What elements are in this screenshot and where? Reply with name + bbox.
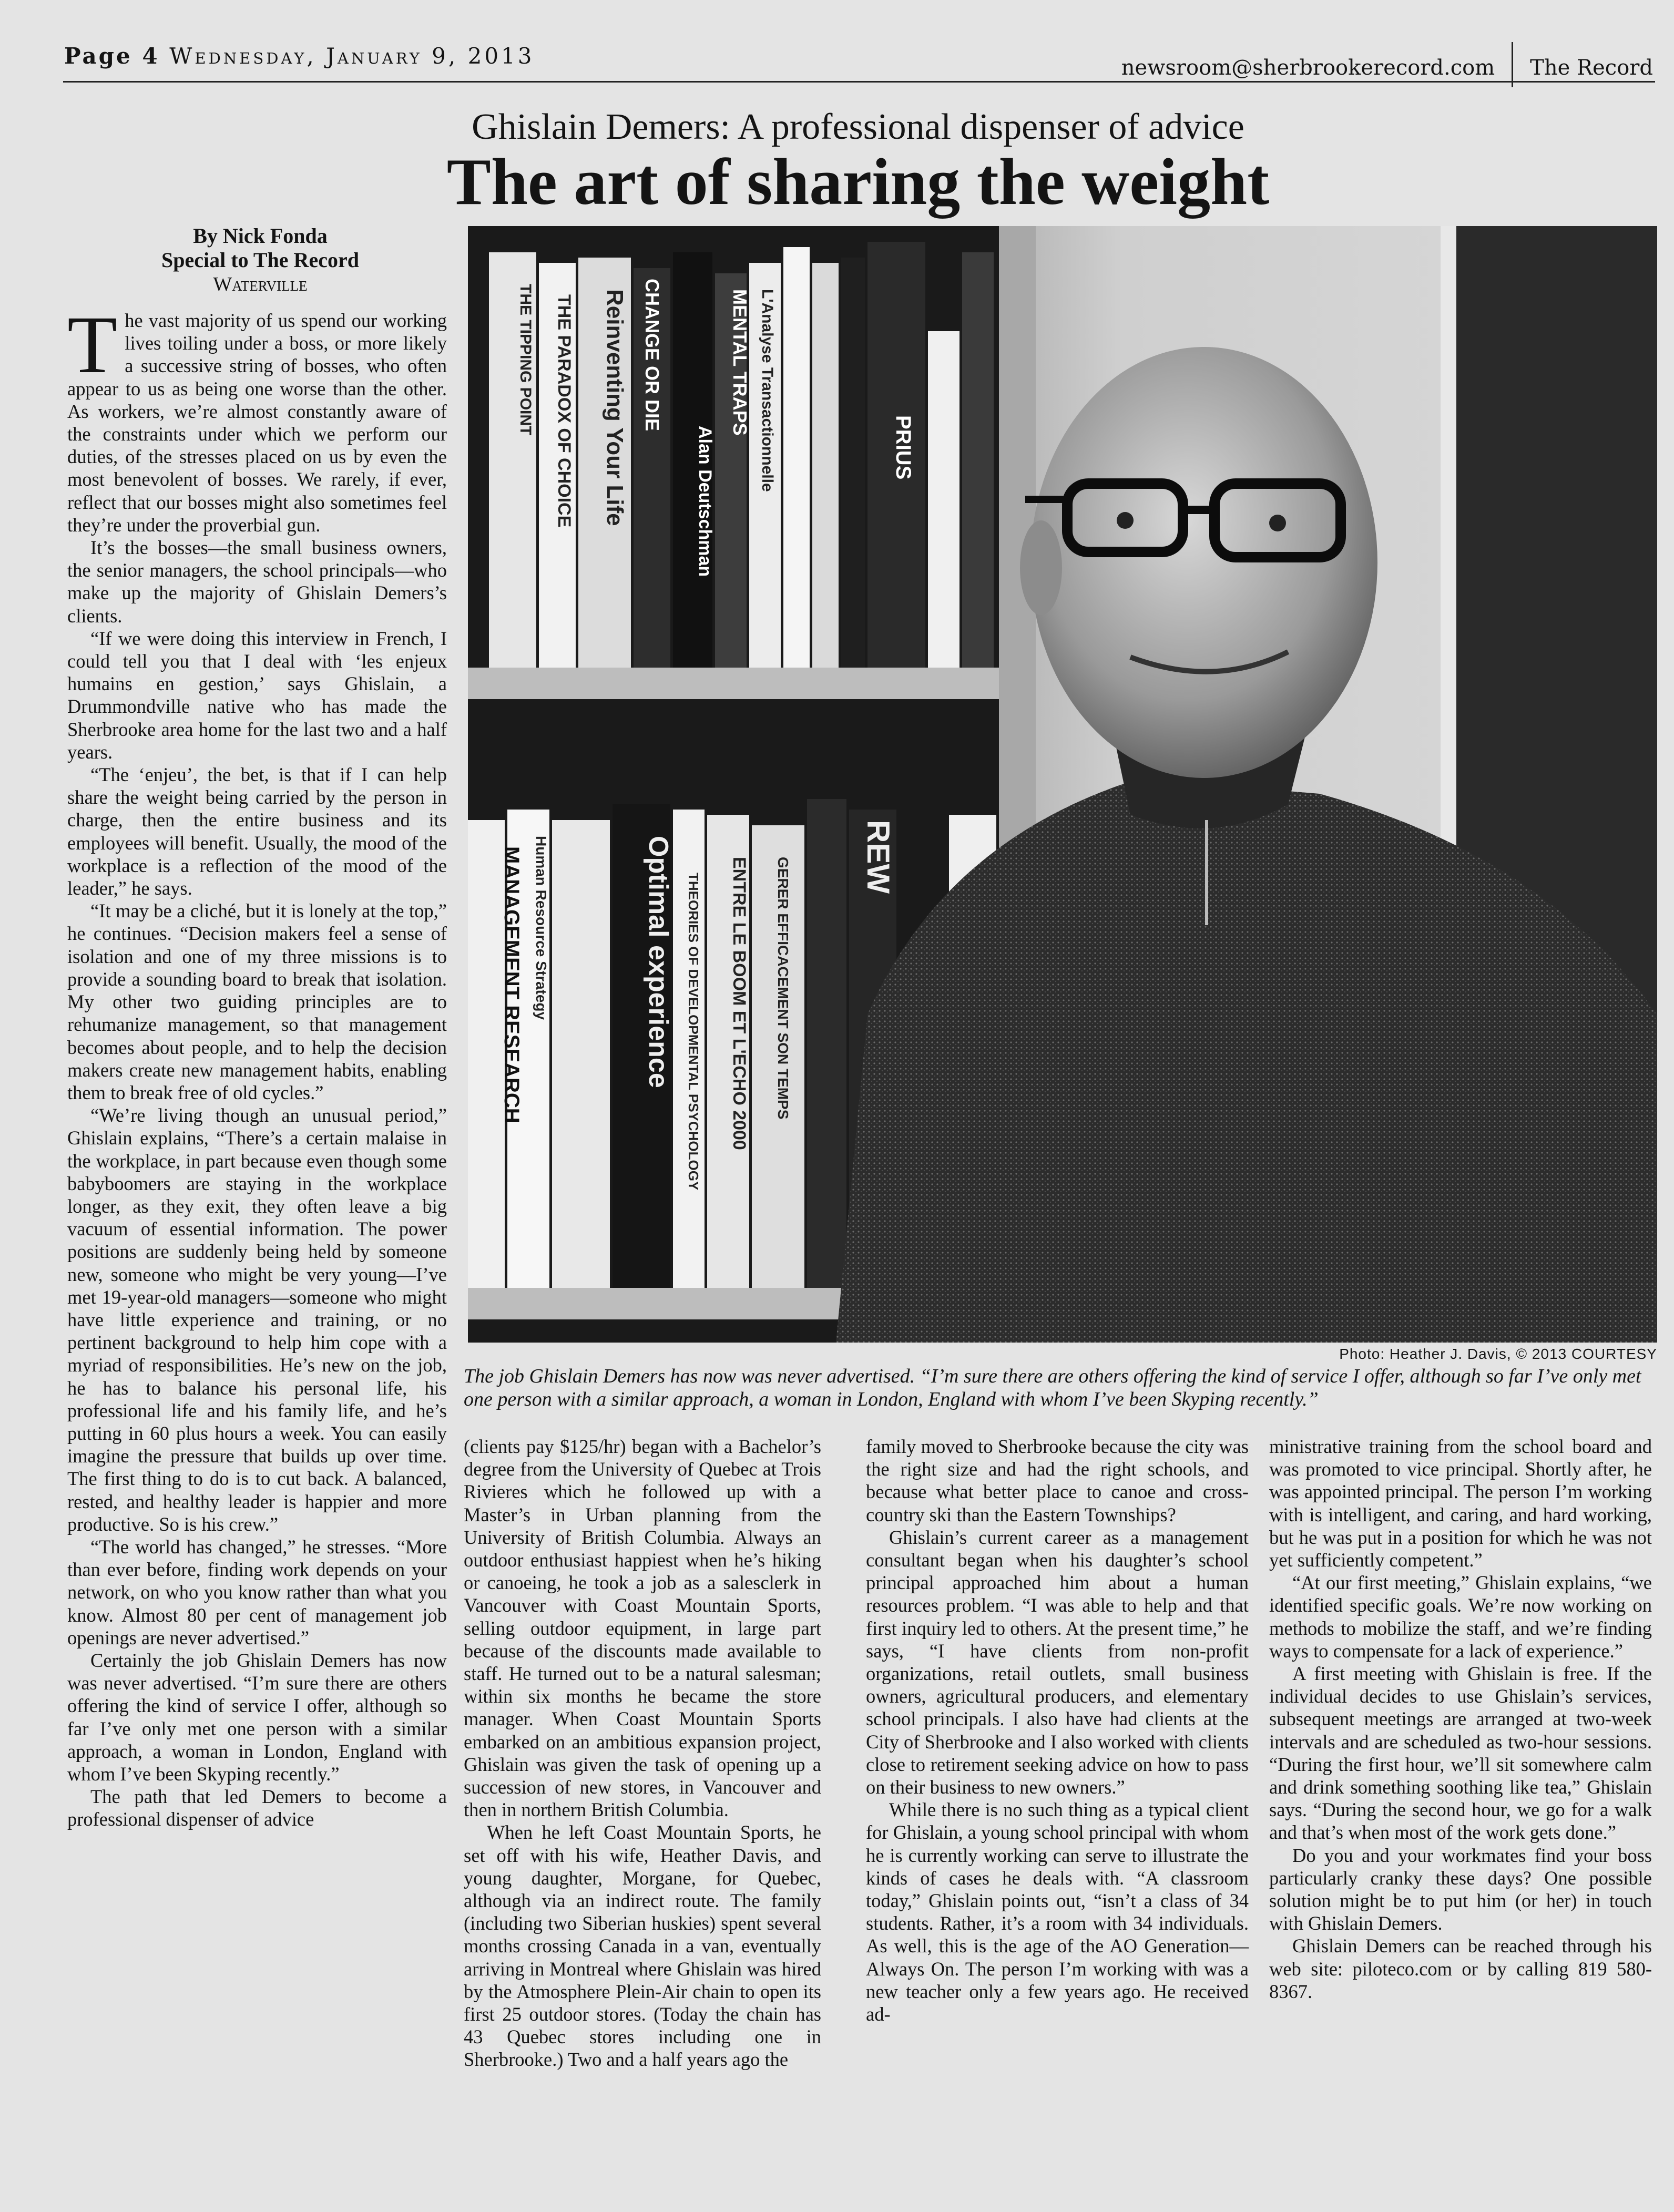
shelf-top	[468, 668, 1036, 699]
paragraph: “At our first meeting,” Ghislain explains, “we identified specific goals. We’re now working on methods to mobilize the staff, and we’re finding ways to compensate for a lack of experience.”	[1269, 1572, 1652, 1662]
byline	[95, 224, 426, 296]
kicker: Ghislain Demers: A professional dispenser of advice	[472, 107, 1244, 147]
ear	[1020, 520, 1062, 615]
byline-role: Special to The Record	[161, 248, 359, 272]
spine-text: THE PARADOX OF CHOICE	[554, 294, 574, 528]
spine-text: ENTRE LE BOOM ET L'ECHO 2000	[729, 857, 749, 1150]
spine-text: L'Analyse Transactionnelle	[759, 289, 776, 492]
spine-text: Reinventing Your Life	[602, 289, 628, 526]
top-shelf-books	[489, 242, 994, 668]
paragraph: Do you and your workmates find your boss particularly cranky these days? One possible solution might be to put him (or her) in touch with Ghislain Demers.	[1269, 1844, 1652, 1934]
spine-text: MENTAL TRAPS	[729, 289, 751, 436]
eye-right	[1269, 515, 1286, 531]
folio-right	[1121, 45, 1653, 90]
paragraph: “The world has changed,” he stresses. “More than ever before, finding work depends on your network, on who you know rather than what you know. Almost 80 per cent of management job openings are never advertised.”	[67, 1535, 447, 1648]
drop-cap: T	[67, 299, 118, 390]
paragraph: family moved to Sherbrooke because the city was the right size and had the right schools, and because what better place to canoe and cross-country ski than the Eastern Townships?	[866, 1436, 1249, 1525]
paragraph: Ghislain’s current career as a management consultant began when his daughter’s school principal approached him about a human resources problem. “I was able to help and that first inquiry led to others. At the present time,” he says, “I have clients from non-profit organizations, retail outlets, small business owners, agricultural producers, and elementary school principals. I also have had clients at the City of Sherbrooke and I also worked with clients close to retirement seeking advice on how to pass on their business to new owners.”	[866, 1526, 1249, 1798]
paragraph: When he left Coast Mountain Sports, he set off with his wife, Heather Davis, and young daughter, Morgane, for Quebec, although via an indirect route. The family (including two Siberian huskies) spent several months crossing Canada in a van, eventually arriving in Montreal where Ghislain was hired by the Atmosphere Plein-Air chain to open its first 25 outdoor stores. (Today the chain has 43 Quebec stores including one in Sherbrooke.) Two and a half years ago the	[464, 1821, 821, 2071]
paragraph: While there is no such thing as a typical client for Ghislain, a young school principal with whom he is currently working can serve to illustrate the kinds of cases he deals with. “A classroom today,” Ghislain points out, “isn’t a class of 34 students. Rather, it’s a room with 34 individuals. As well, this is the age of the AO Generation—Always On. The person I’m working with was a new teacher only a few years ago. He received ad-	[866, 1799, 1249, 2025]
issue-date: Wednesday, January 9, 2013	[169, 43, 535, 69]
paper-name: The Record	[1530, 56, 1653, 80]
paragraph: It’s the bosses—the small business owners, the senior managers, the school principals—who make up the majority of Ghislain Demers’s clients.	[67, 537, 447, 627]
newsroom-email[interactable]: newsroom@sherbrookerecord.com	[1121, 56, 1495, 80]
paragraph: “If we were doing this interview in French, I could tell you that I deal with ‘les enjeux humains en gestion,’ says Ghislain, a Drummondville native who has made the Sherbrooke area home for the last two and a half years.	[67, 627, 447, 763]
dateline: Waterville	[213, 273, 308, 295]
article-column-3	[866, 1435, 1249, 2025]
folio-left	[64, 43, 535, 69]
spine-text: CHANGE OR DIE	[641, 279, 663, 432]
paragraph: A first meeting with Ghislain is free. If the individual decides to use Ghislain’s services, subsequent meetings are arranged at two-week intervals and are scheduled as two-hour sessions. “During the first hour, we’ll sit somewhere calm and drink something soothing like tea,” Ghislain says. “During the second hour, we go for a walk and that’s when most of the work gets done.”	[1269, 1663, 1652, 1844]
paragraph: Certainly the job Ghislain Demers has now was never advertised. “I’m sure there are others offering the kind of service I offer, although so far I’ve only met one person with a similar approach, a woman in London, England with whom I’ve been Skyping recently.”	[67, 1649, 447, 1785]
article-column-2	[464, 1435, 821, 2071]
spine-text: MANAGEMENT RESEARCH	[500, 846, 523, 1123]
paragraph: “The ‘enjeu’, the bet, is that if I can help share the weight being carried by the person in charge, then the entire business and its employees will benefit. Usually, the mood of the workplace is a reflection of the mood of the leader,” he says.	[67, 764, 447, 899]
spine-text: Alan Deutschman	[695, 426, 715, 577]
spine-text: Optimal experience	[643, 836, 673, 1088]
spine-text: THEORIES OF DEVELOPMENTAL PSYCHOLOGY	[686, 873, 701, 1191]
spine-text: PRIUS	[892, 415, 915, 480]
paragraph: The path that led Demers to become a professional dispenser of advice	[67, 1786, 447, 1830]
portrait-photo	[468, 226, 1657, 1343]
article-column-4	[1269, 1435, 1652, 2003]
paragraph: “We’re living though an unusual period,” Ghislain explains, “There’s a certain malaise in the workplace, in part because even though some babyboomers are staying in the workplace longer, as they exit, they often leave a big vacuum of essential information. The power positions are suddenly being held by someone new, someone who might be very young—I’ve met 19-year-old managers—someone who might have little experience and training, or no pertinent background to help him cope with a myriad of responsibilities. He’s new on the job, he has to balance his personal life, his professional life and his family life, and he’s putting in 60 plus hours a week. You can easily imagine the pressure that builds up over time. The first thing to do is to cut back. A balanced, rested, and healthy leader is happier and more productive. So is his crew.”	[67, 1104, 447, 1535]
eye-left	[1117, 512, 1134, 529]
article-column-1	[67, 299, 447, 1831]
paragraph: (clients pay $125/hr) began with a Bachelor’s degree from the University of Quebec at Trois Rivieres which he followed up with a Master’s in Urban planning from the University of British Columbia. Always an outdoor enthusiast happiest when he’s hiking or canoeing, he took a job as a salesclerk in Vancouver with Coast Mountain Sports, selling outdoor equipment, in large part because of the discounts made available to staff. He turned out to be a natural salesman; within six months he became the store manager. When Coast Mountain Sports embarked on an ambitious expansion project, Ghislain was given the task of opening up a succession of new stores, in Vancouver and then in northern British Columbia.	[464, 1436, 821, 1821]
paragraph: The vast majority of us spend our working lives toiling under a boss, or more likely a successive string of bosses, who often appear to us as being one worse than the other. As workers, we’re almost constantly aware of the constraints under which we perform our duties, of the stresses placed on us by even the most benevolent of bosses. We rarely, if ever, reflect that our bosses might also sometimes feel they’re under the proverbial gun.	[67, 299, 447, 536]
headline: The art of sharing the weight	[446, 146, 1270, 219]
byline-author: By Nick Fonda	[193, 224, 328, 248]
folio-rule	[63, 81, 1655, 83]
photo-caption: The job Ghislain Demers has now was never advertised. “I’m sure there are others offering the kind of service I offer, although so far I’ve only met one person with a similar approach, a woman in London, England with whom I’ve been Skyping recently.”	[464, 1365, 1641, 1410]
spine-text: THE TIPPING POINT	[517, 284, 534, 436]
paragraph: Ghislain Demers can be reached through his web site: piloteco.com or by calling 819 580-8367.	[1269, 1935, 1652, 2002]
paragraph: “It may be a cliché, but it is lonely at the top,” he continues. “Decision makers feel a sense of isolation and one of my three missions is to provide a sounding board to break that isolation. My other two guiding principles are to rehumanize management, so that management becomes about people, and to help the decision makers create new management habits, enabling them to break free of old cycles.”	[67, 900, 447, 1103]
page-number: Page 4	[64, 43, 160, 69]
paragraph: ministrative training from the school board and was promoted to vice principal. Shortly after, he was appointed principal. The person I’m working with is intelligent, and caring, and hard working, but he was put in a position for which he was not yet sufficiently competent.”	[1269, 1436, 1652, 1571]
head	[1030, 347, 1377, 778]
photo-illustration	[468, 226, 1657, 1343]
spine-text: REW	[861, 820, 896, 894]
spine-text: GERER EFFICACEMENT SON TEMPS	[775, 857, 791, 1120]
spine-text: Human Resource Strategy	[533, 836, 549, 1020]
photo-credit: Photo: Heather J. Davis, © 2013 COURTESY	[1339, 1346, 1657, 1362]
